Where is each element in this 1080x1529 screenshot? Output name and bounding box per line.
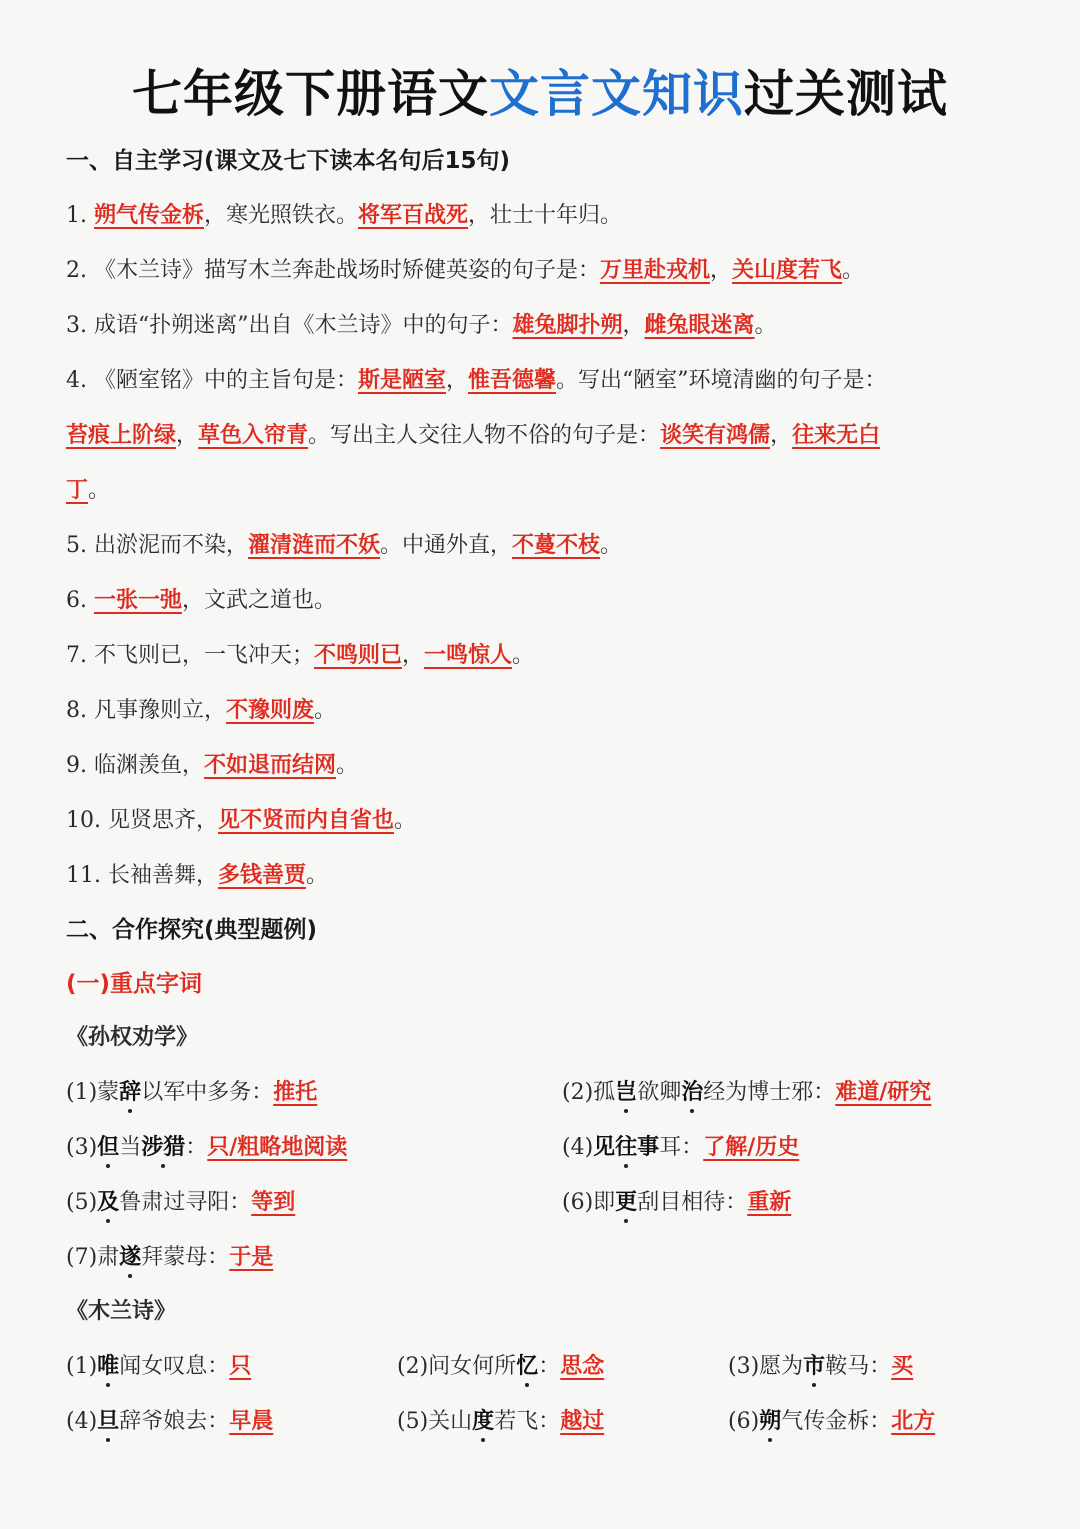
answer-text: 一鸣惊人: [424, 642, 513, 668]
answer-text: 濯清涟而不妖: [247, 532, 380, 558]
vocab-prefix: (3)愿为: [728, 1354, 804, 1379]
key-word: 旦: [97, 1408, 120, 1434]
answer-text: 等到: [251, 1189, 296, 1215]
vocab-row: [66, 1077, 1014, 1108]
answer-text: 早晨: [229, 1408, 274, 1434]
vocab-text: 经为博士邪：: [703, 1080, 836, 1105]
quote-line: [66, 860, 1014, 891]
prompt-text: 3. 成语“扑朔迷离”出自《木兰诗》中的句子：: [66, 313, 513, 338]
quote-line: [66, 640, 1014, 671]
vocab-prefix: (7)肃: [66, 1245, 120, 1270]
answer-text: 草色入帘青: [198, 422, 309, 448]
quote-line: [66, 420, 1014, 451]
key-word: 见往事: [593, 1134, 660, 1160]
prompt-text: 。: [88, 478, 111, 503]
key-word: 治: [681, 1079, 704, 1105]
quote-line: [66, 695, 1014, 726]
vocab-item: [562, 1132, 799, 1163]
answer-text: 推托: [273, 1079, 318, 1105]
vocab-text: 当: [119, 1135, 142, 1160]
prompt-text: ，: [402, 643, 425, 668]
vocab-prefix: (3): [66, 1135, 98, 1160]
answer-text: 谈笑有鸿儒: [660, 422, 771, 448]
prompt-text: 10. 见贤思齐，: [66, 808, 218, 833]
answer-text: 雄兔脚扑朔: [512, 312, 623, 338]
prompt-text: 4. 《陋室铭》中的主旨句是：: [66, 368, 358, 393]
prompt-text: ，: [770, 423, 793, 448]
vocab-text: 欲卿: [637, 1080, 682, 1105]
vocab-text: 刮目相待：: [637, 1190, 748, 1215]
vocab-row: [66, 1351, 1014, 1382]
vocab-item: [66, 1132, 562, 1163]
vocab-prefix: (1)蒙: [66, 1080, 120, 1105]
sunquan-vocab-grid: [66, 1077, 1014, 1273]
section2-subheading: (一)重点字词: [66, 971, 203, 997]
prompt-text: 。写出“陋室”环境清幽的句子是：: [556, 368, 887, 393]
vocab-prefix: (2)问女何所: [397, 1354, 517, 1379]
prompt-text: ，: [710, 258, 733, 283]
prompt-text: 。: [600, 533, 623, 558]
vocab-text: 拜蒙母：: [141, 1245, 230, 1270]
quote-line: [66, 750, 1014, 781]
quote-line: [66, 255, 1014, 286]
vocab-item: [728, 1351, 913, 1382]
key-word: 涉猎: [141, 1134, 186, 1160]
vocab-text: ：: [538, 1354, 561, 1379]
key-word: 辞: [119, 1079, 142, 1105]
key-word: 唯: [97, 1353, 120, 1379]
vocab-text: 鞍马：: [825, 1354, 892, 1379]
quote-line: [66, 585, 1014, 616]
prompt-text: 8. 凡事豫则立，: [66, 698, 226, 723]
answer-text: 斯是陋室: [357, 367, 446, 393]
vocab-item: [66, 1351, 397, 1382]
key-word: 岂: [615, 1079, 638, 1105]
prompt-text: 。: [842, 258, 865, 283]
answer-text: 不豫则废: [225, 697, 314, 723]
section1-list: [66, 200, 1014, 891]
vocab-prefix: (6): [728, 1409, 760, 1434]
vocab-item: [397, 1351, 728, 1382]
vocab-text: 辞爷娘去：: [119, 1409, 230, 1434]
prompt-text: 9. 临渊羡鱼，: [66, 753, 204, 778]
answer-text: 难道/研究: [835, 1079, 932, 1105]
vocab-prefix: (6)即: [562, 1190, 616, 1215]
prompt-text: 。中通外直，: [380, 533, 513, 558]
vocab-row: [66, 1406, 1014, 1437]
key-word: 但: [97, 1134, 120, 1160]
answer-text: 一张一弛: [93, 587, 182, 613]
vocab-item: [66, 1187, 562, 1218]
mulan-vocab-grid: [66, 1351, 1014, 1437]
vocab-row: [66, 1187, 1014, 1218]
answer-text: 雌兔眼迷离: [644, 312, 755, 338]
quote-line: [66, 365, 1014, 396]
prompt-text: ，: [622, 313, 645, 338]
vocab-text: 气传金柝：: [781, 1409, 892, 1434]
answer-text: 往来无白: [792, 422, 881, 448]
prompt-text: 。: [306, 863, 329, 888]
key-word: 遂: [119, 1244, 142, 1270]
prompt-text: 5. 出淤泥而不染，: [66, 533, 248, 558]
key-word: 市: [803, 1353, 826, 1379]
answer-text: 朔气传金柝: [93, 202, 204, 228]
answer-text: 万里赴戎机: [600, 257, 711, 283]
answer-text: 只/粗略地阅读: [207, 1134, 348, 1160]
quote-line: [66, 530, 1014, 561]
prompt-text: ，壮士十年归。: [468, 203, 623, 228]
prompt-text: 。: [512, 643, 535, 668]
section2-heading: 二、合作探究(典型题例): [66, 917, 318, 943]
answer-text: 不蔓不枝: [512, 532, 601, 558]
vocab-prefix: (5): [66, 1190, 98, 1215]
answer-text: 不鸣则已: [313, 642, 402, 668]
answer-text: 于是: [229, 1244, 274, 1270]
prompt-text: 。: [394, 808, 417, 833]
prompt-text: 。写出主人交往人物不俗的句子是：: [308, 423, 661, 448]
answer-text: 将军百战死: [358, 202, 469, 228]
vocab-text: ：: [185, 1135, 208, 1160]
answer-text: 丁: [66, 477, 89, 503]
vocab-item: [66, 1406, 397, 1437]
vocab-text: 鲁肃过寻阳：: [119, 1190, 252, 1215]
title-part3: 过关测试: [744, 65, 948, 123]
prompt-text: 7. 不飞则已，一飞冲天；: [66, 643, 314, 668]
prompt-text: ，: [446, 368, 469, 393]
answer-text: 苔痕上阶绿: [66, 422, 177, 448]
vocab-text: 耳：: [659, 1135, 704, 1160]
book-title-mulan: 《木兰诗》: [66, 1299, 177, 1324]
quote-line: [66, 475, 1014, 506]
key-word: 度: [472, 1408, 495, 1434]
prompt-text: 。: [754, 313, 777, 338]
page-title: [66, 0, 1014, 124]
prompt-text: 。: [336, 753, 359, 778]
prompt-text: ，寒光照铁衣。: [204, 203, 359, 228]
prompt-text: 。: [314, 698, 337, 723]
answer-text: 见不贤而内自省也: [217, 807, 394, 833]
prompt-text: 11. 长袖善舞，: [66, 863, 218, 888]
vocab-item: [562, 1077, 931, 1108]
vocab-row: [66, 1242, 1014, 1273]
answer-text: 只: [229, 1353, 252, 1379]
prompt-text: ，: [176, 423, 199, 448]
book-title-sunquan: 《孙权劝学》: [66, 1025, 199, 1050]
key-word: 更: [615, 1189, 638, 1215]
vocab-item: [66, 1077, 562, 1108]
prompt-text: 6.: [66, 588, 94, 613]
answer-text: 买: [891, 1353, 914, 1379]
vocab-row: [66, 1132, 1014, 1163]
answer-text: 多钱善贾: [217, 862, 306, 888]
vocab-item: [728, 1406, 935, 1437]
vocab-item: [66, 1242, 562, 1273]
vocab-prefix: (5)关山: [397, 1409, 473, 1434]
answer-text: 关山度若飞: [732, 257, 843, 283]
answer-text: 不如退而结网: [203, 752, 336, 778]
key-word: 忆: [516, 1353, 539, 1379]
vocab-text: 以军中多务：: [141, 1080, 274, 1105]
answer-text: 重新: [747, 1189, 792, 1215]
vocab-prefix: (2)孤: [562, 1080, 616, 1105]
quote-line: [66, 200, 1014, 231]
quote-line: [66, 805, 1014, 836]
answer-text: 了解/历史: [703, 1134, 800, 1160]
quote-line: [66, 310, 1014, 341]
prompt-text: 2. 《木兰诗》描写木兰奔赴战场时矫健英姿的句子是：: [66, 258, 600, 283]
title-highlight: 文言文知识: [489, 65, 744, 123]
vocab-item: [562, 1187, 791, 1218]
title-part1: 七年级下册语文: [132, 65, 489, 123]
section1-heading: 一、自主学习(课文及七下读本名句后15句): [66, 148, 511, 174]
vocab-text: 闻女叹息：: [119, 1354, 230, 1379]
key-word: 及: [97, 1189, 120, 1215]
vocab-item: [397, 1406, 728, 1437]
answer-text: 北方: [891, 1408, 936, 1434]
vocab-text: 若飞：: [494, 1409, 561, 1434]
vocab-prefix: (1): [66, 1354, 98, 1379]
prompt-text: ，文武之道也。: [182, 588, 337, 613]
answer-text: 惟吾德馨: [468, 367, 557, 393]
key-word: 朔: [759, 1408, 782, 1434]
answer-text: 越过: [560, 1408, 605, 1434]
answer-text: 思念: [560, 1353, 605, 1379]
prompt-text: 1.: [66, 203, 94, 228]
vocab-prefix: (4): [562, 1135, 594, 1160]
vocab-prefix: (4): [66, 1409, 98, 1434]
